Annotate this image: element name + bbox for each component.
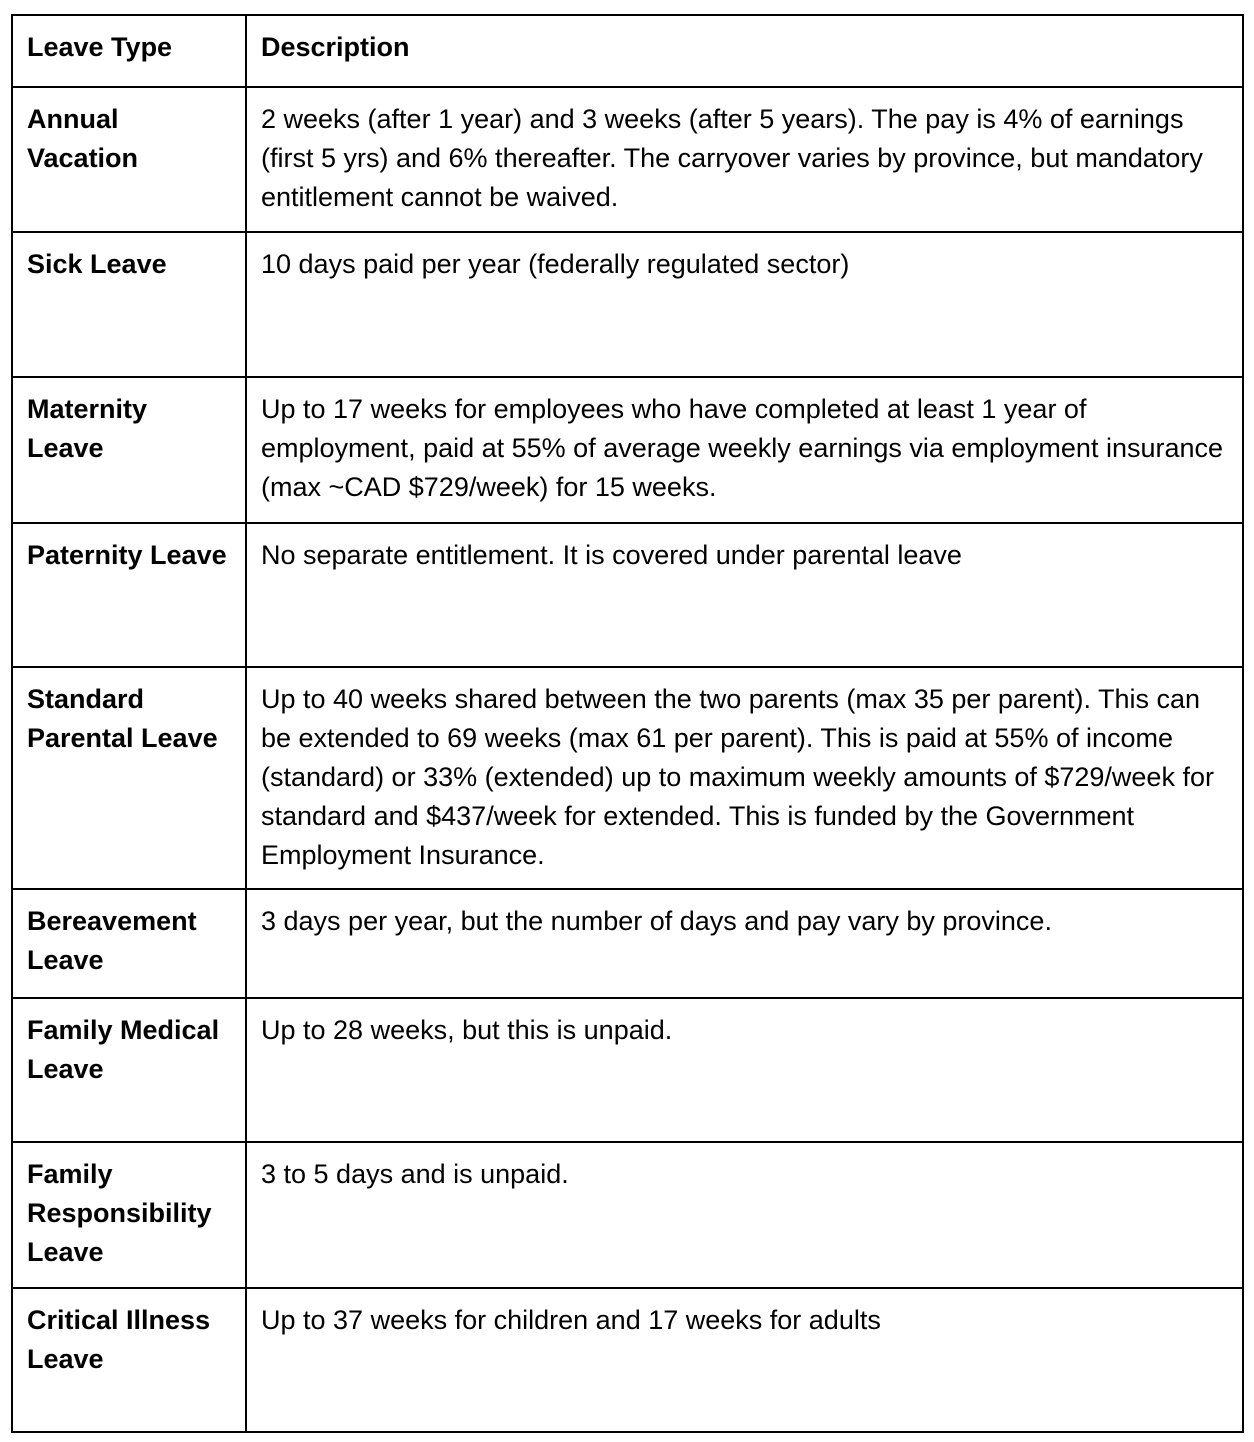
leave-description-cell: 3 days per year, but the number of days and pay vary by province. [246, 889, 1243, 998]
table-header-row [12, 15, 1243, 87]
leave-type-cell: Paternity Leave [12, 523, 246, 667]
leave-description-cell: Up to 17 weeks for employees who have completed at least 1 year of employment, paid at 55% of average weekly earnings via employment insurance (max ~CAD $729/week) for 15 weeks. [246, 377, 1243, 523]
header-description: Description [246, 15, 1243, 87]
leave-type-cell: Critical Illness Leave [12, 1288, 246, 1432]
table-row [12, 667, 1243, 889]
header-leave-type: Leave Type [12, 15, 246, 87]
leave-type-cell: Maternity Leave [12, 377, 246, 523]
leave-types-table [11, 14, 1244, 1433]
leave-type-cell: Family Responsibility Leave [12, 1142, 246, 1288]
table-row [12, 377, 1243, 523]
leave-description-cell: Up to 40 weeks shared between the two parents (max 35 per parent). This can be extended to 69 weeks (max 61 per parent). This is paid at 55% of income (standard) or 33% (extended) up to maximum weekly amounts of $729/week for standard and $437/week for extended. This is funded by the Government Employment Insurance. [246, 667, 1243, 889]
leave-description-cell: No separate entitlement. It is covered under parental leave [246, 523, 1243, 667]
leave-type-cell: Standard Parental Leave [12, 667, 246, 889]
leave-description-cell: 3 to 5 days and is unpaid. [246, 1142, 1243, 1288]
table-row [12, 1288, 1243, 1432]
table-row [12, 523, 1243, 667]
table-row [12, 998, 1243, 1142]
leave-description-cell: 2 weeks (after 1 year) and 3 weeks (after 5 years). The pay is 4% of earnings (first 5 yrs) and 6% thereafter. The carryover varies by province, but mandatory entitlement cannot be waived. [246, 87, 1243, 232]
leave-type-cell: Sick Leave [12, 232, 246, 377]
leave-type-cell: Annual Vacation [12, 87, 246, 232]
leave-description-cell: Up to 28 weeks, but this is unpaid. [246, 998, 1243, 1142]
table-row [12, 232, 1243, 377]
leave-type-cell: Bereavement Leave [12, 889, 246, 998]
leave-description-cell: Up to 37 weeks for children and 17 weeks for adults [246, 1288, 1243, 1432]
table-row [12, 889, 1243, 998]
table-row [12, 87, 1243, 232]
leave-description-cell: 10 days paid per year (federally regulated sector) [246, 232, 1243, 377]
leave-type-cell: Family Medical Leave [12, 998, 246, 1142]
table-row [12, 1142, 1243, 1288]
